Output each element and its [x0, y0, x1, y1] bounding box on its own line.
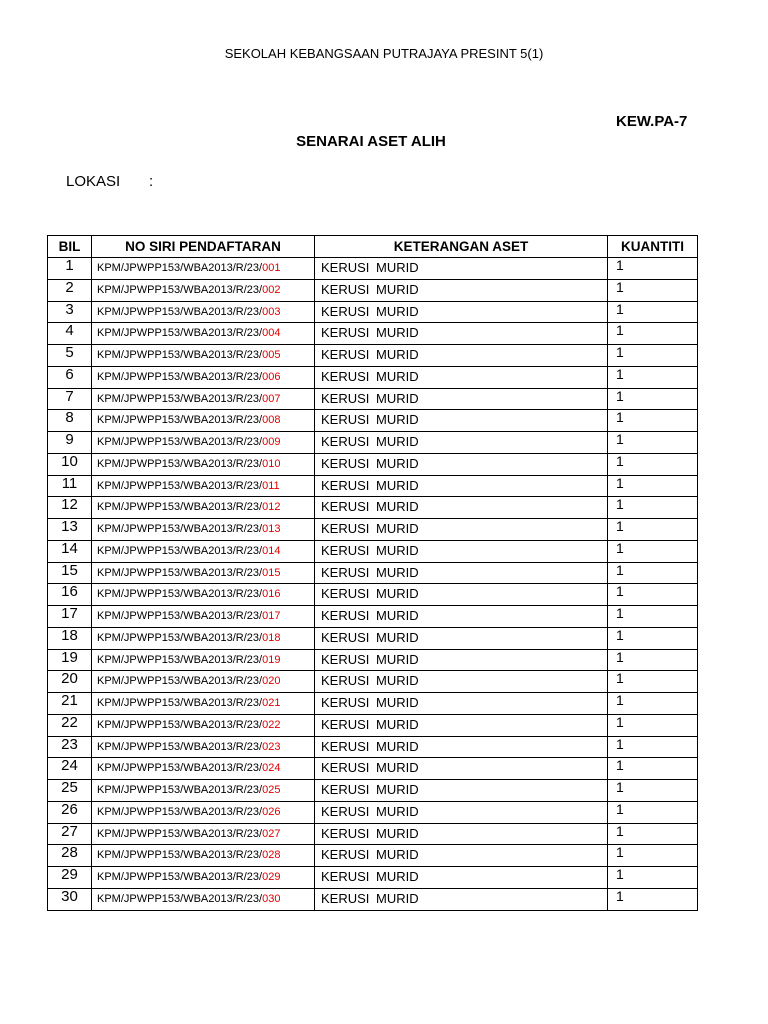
serial-suffix: 015 — [262, 566, 281, 579]
row-kuantiti: 1 — [608, 671, 698, 693]
row-no-siri — [92, 258, 315, 280]
row-kuantiti: 1 — [608, 562, 698, 584]
row-keterangan: KERUSI MURID — [315, 606, 608, 628]
row-no-siri — [92, 562, 315, 584]
serial-suffix: 011 — [262, 479, 280, 492]
table-row — [48, 323, 698, 345]
row-bil: 17 — [48, 606, 92, 628]
row-kuantiti: 1 — [608, 736, 698, 758]
row-bil: 1 — [48, 258, 92, 280]
row-kuantiti: 1 — [608, 845, 698, 867]
serial-prefix: KPM/JPWPP153/WBA2013/R/23/ — [97, 436, 263, 448]
row-no-siri — [92, 432, 315, 454]
page-title: SENARAI ASET ALIH — [296, 133, 446, 150]
row-kuantiti: 1 — [608, 366, 698, 388]
row-no-siri — [92, 301, 315, 323]
table-row — [48, 301, 698, 323]
row-keterangan: KERUSI MURID — [315, 388, 608, 410]
row-bil: 27 — [48, 823, 92, 845]
serial-suffix: 029 — [262, 871, 281, 883]
row-kuantiti: 1 — [608, 693, 698, 715]
table-row — [48, 627, 698, 649]
serial-prefix: KPM/JPWPP153/WBA2013/R/23/ — [97, 479, 263, 492]
row-bil: 20 — [48, 671, 92, 693]
table-row — [48, 345, 698, 367]
table-row — [48, 649, 698, 671]
row-keterangan: KERUSI MURID — [315, 627, 608, 649]
row-no-siri — [92, 693, 315, 715]
serial-suffix: 001 — [262, 262, 281, 274]
serial-suffix: 013 — [262, 523, 281, 535]
row-keterangan: KERUSI MURID — [315, 584, 608, 606]
table-row — [48, 584, 698, 606]
row-keterangan: KERUSI MURID — [315, 301, 608, 323]
table-row — [48, 453, 698, 475]
row-bil: 3 — [48, 301, 92, 323]
row-kuantiti: 1 — [608, 279, 698, 301]
row-keterangan: KERUSI MURID — [315, 823, 608, 845]
table-row — [48, 801, 698, 823]
serial-suffix: 007 — [262, 392, 281, 405]
row-kuantiti: 1 — [608, 497, 698, 519]
serial-prefix: KPM/JPWPP153/WBA2013/R/23/ — [97, 805, 263, 818]
serial-prefix: KPM/JPWPP153/WBA2013/R/23/ — [97, 566, 263, 579]
serial-prefix: KPM/JPWPP153/WBA2013/R/23/ — [97, 544, 263, 557]
row-kuantiti: 1 — [608, 388, 698, 410]
row-no-siri — [92, 519, 315, 541]
row-no-siri — [92, 279, 315, 301]
school-name: SEKOLAH KEBANGSAAN PUTRAJAYA PRESINT 5(1) — [224, 46, 544, 61]
serial-suffix: 009 — [262, 436, 281, 448]
serial-suffix: 012 — [262, 501, 281, 514]
serial-prefix: KPM/JPWPP153/WBA2013/R/23/ — [97, 610, 263, 622]
row-kuantiti: 1 — [608, 584, 698, 606]
serial-prefix: KPM/JPWPP153/WBA2013/R/23/ — [97, 588, 263, 601]
row-no-siri — [92, 627, 315, 649]
row-no-siri — [92, 606, 315, 628]
serial-suffix: 019 — [262, 653, 281, 666]
row-bil: 19 — [48, 649, 92, 671]
row-bil: 6 — [48, 366, 92, 388]
table-header-row — [48, 236, 698, 258]
row-kuantiti: 1 — [608, 301, 698, 323]
row-no-siri — [92, 714, 315, 736]
row-bil: 10 — [48, 453, 92, 475]
row-kuantiti: 1 — [608, 432, 698, 454]
row-no-siri — [92, 475, 315, 497]
row-keterangan: KERUSI MURID — [315, 736, 608, 758]
table-row — [48, 888, 698, 910]
row-keterangan: KERUSI MURID — [315, 345, 608, 367]
row-no-siri — [92, 649, 315, 671]
serial-prefix: KPM/JPWPP153/WBA2013/R/23/ — [97, 849, 263, 862]
row-keterangan: KERUSI MURID — [315, 693, 608, 715]
table-row — [48, 780, 698, 802]
serial-suffix: 005 — [262, 349, 281, 361]
serial-suffix: 003 — [262, 305, 281, 318]
row-keterangan: KERUSI MURID — [315, 410, 608, 432]
table-row — [48, 540, 698, 562]
serial-prefix: KPM/JPWPP153/WBA2013/R/23/ — [97, 784, 263, 796]
serial-suffix: 014 — [262, 544, 281, 557]
row-no-siri — [92, 410, 315, 432]
row-bil: 24 — [48, 758, 92, 780]
column-header-no-siri: NO SIRI PENDAFTARAN — [92, 236, 315, 258]
row-keterangan: KERUSI MURID — [315, 323, 608, 345]
serial-suffix: 022 — [262, 718, 281, 731]
table-row — [48, 758, 698, 780]
serial-suffix: 026 — [262, 805, 281, 818]
row-kuantiti: 1 — [608, 606, 698, 628]
row-bil: 30 — [48, 888, 92, 910]
row-no-siri — [92, 345, 315, 367]
row-bil: 8 — [48, 410, 92, 432]
table-row — [48, 258, 698, 280]
location-label: LOKASI — [66, 173, 121, 190]
table-row — [48, 432, 698, 454]
serial-suffix: 025 — [262, 784, 281, 796]
row-keterangan: KERUSI MURID — [315, 432, 608, 454]
row-bil: 9 — [48, 432, 92, 454]
row-keterangan: KERUSI MURID — [315, 867, 608, 889]
row-no-siri — [92, 671, 315, 693]
row-bil: 23 — [48, 736, 92, 758]
row-bil: 12 — [48, 497, 92, 519]
row-bil: 4 — [48, 323, 92, 345]
row-kuantiti: 1 — [608, 801, 698, 823]
asset-table — [47, 235, 698, 911]
row-bil: 11 — [48, 475, 92, 497]
serial-prefix: KPM/JPWPP153/WBA2013/R/23/ — [97, 501, 263, 514]
location-colon: : — [149, 173, 154, 190]
row-keterangan: KERUSI MURID — [315, 888, 608, 910]
table-row — [48, 606, 698, 628]
row-kuantiti: 1 — [608, 540, 698, 562]
row-keterangan: KERUSI MURID — [315, 714, 608, 736]
serial-suffix: 008 — [262, 414, 281, 427]
row-keterangan: KERUSI MURID — [315, 475, 608, 497]
row-keterangan: KERUSI MURID — [315, 497, 608, 519]
table-row — [48, 845, 698, 867]
row-no-siri — [92, 888, 315, 910]
row-keterangan: KERUSI MURID — [315, 453, 608, 475]
row-no-siri — [92, 366, 315, 388]
row-keterangan: KERUSI MURID — [315, 540, 608, 562]
row-kuantiti: 1 — [608, 475, 698, 497]
row-no-siri — [92, 845, 315, 867]
serial-suffix: 020 — [262, 675, 281, 688]
row-kuantiti: 1 — [608, 410, 698, 432]
serial-prefix: KPM/JPWPP153/WBA2013/R/23/ — [97, 871, 263, 883]
row-keterangan: KERUSI MURID — [315, 845, 608, 867]
serial-prefix: KPM/JPWPP153/WBA2013/R/23/ — [97, 653, 263, 666]
row-bil: 2 — [48, 279, 92, 301]
table-row — [48, 410, 698, 432]
row-kuantiti: 1 — [608, 627, 698, 649]
column-header-bil: BIL — [48, 236, 92, 258]
row-no-siri — [92, 497, 315, 519]
row-bil: 13 — [48, 519, 92, 541]
row-bil: 21 — [48, 693, 92, 715]
form-code: KEW.PA-7 — [616, 113, 688, 130]
table-row — [48, 519, 698, 541]
table-row — [48, 693, 698, 715]
table-row — [48, 671, 698, 693]
serial-suffix: 021 — [262, 697, 281, 709]
row-kuantiti: 1 — [608, 823, 698, 845]
table-row — [48, 562, 698, 584]
serial-prefix: KPM/JPWPP153/WBA2013/R/23/ — [97, 327, 263, 340]
row-bil: 15 — [48, 562, 92, 584]
serial-prefix: KPM/JPWPP153/WBA2013/R/23/ — [97, 414, 263, 427]
table-body — [48, 258, 698, 911]
row-keterangan: KERUSI MURID — [315, 801, 608, 823]
row-keterangan: KERUSI MURID — [315, 562, 608, 584]
row-kuantiti: 1 — [608, 323, 698, 345]
row-bil: 22 — [48, 714, 92, 736]
row-no-siri — [92, 758, 315, 780]
serial-prefix: KPM/JPWPP153/WBA2013/R/23/ — [97, 718, 263, 731]
row-kuantiti: 1 — [608, 649, 698, 671]
column-header-keterangan: KETERANGAN ASET — [315, 236, 608, 258]
row-keterangan: KERUSI MURID — [315, 258, 608, 280]
serial-prefix: KPM/JPWPP153/WBA2013/R/23/ — [97, 827, 263, 840]
serial-prefix: KPM/JPWPP153/WBA2013/R/23/ — [97, 262, 263, 274]
row-bil: 26 — [48, 801, 92, 823]
serial-prefix: KPM/JPWPP153/WBA2013/R/23/ — [97, 523, 263, 535]
row-no-siri — [92, 780, 315, 802]
row-bil: 7 — [48, 388, 92, 410]
row-keterangan: KERUSI MURID — [315, 519, 608, 541]
row-no-siri — [92, 823, 315, 845]
serial-prefix: KPM/JPWPP153/WBA2013/R/23/ — [97, 392, 263, 405]
row-no-siri — [92, 323, 315, 345]
row-keterangan: KERUSI MURID — [315, 758, 608, 780]
table-row — [48, 714, 698, 736]
serial-prefix: KPM/JPWPP153/WBA2013/R/23/ — [97, 283, 263, 296]
table-row — [48, 279, 698, 301]
row-keterangan: KERUSI MURID — [315, 649, 608, 671]
serial-prefix: KPM/JPWPP153/WBA2013/R/23/ — [97, 697, 263, 709]
row-no-siri — [92, 453, 315, 475]
row-bil: 25 — [48, 780, 92, 802]
serial-suffix: 028 — [262, 849, 281, 862]
serial-suffix: 004 — [262, 327, 281, 340]
serial-prefix: KPM/JPWPP153/WBA2013/R/23/ — [97, 740, 263, 753]
serial-suffix: 002 — [262, 283, 281, 296]
serial-prefix: KPM/JPWPP153/WBA2013/R/23/ — [97, 631, 263, 644]
row-kuantiti: 1 — [608, 258, 698, 280]
table-row — [48, 497, 698, 519]
row-no-siri — [92, 736, 315, 758]
serial-suffix: 010 — [262, 457, 281, 470]
serial-suffix: 024 — [262, 762, 281, 775]
serial-suffix: 018 — [262, 631, 281, 644]
row-keterangan: KERUSI MURID — [315, 366, 608, 388]
table-row — [48, 475, 698, 497]
row-kuantiti: 1 — [608, 888, 698, 910]
serial-suffix: 016 — [262, 588, 281, 601]
serial-prefix: KPM/JPWPP153/WBA2013/R/23/ — [97, 675, 263, 688]
row-no-siri — [92, 867, 315, 889]
serial-suffix: 030 — [262, 892, 281, 905]
table-row — [48, 366, 698, 388]
serial-prefix: KPM/JPWPP153/WBA2013/R/23/ — [97, 349, 263, 361]
row-keterangan: KERUSI MURID — [315, 671, 608, 693]
row-no-siri — [92, 584, 315, 606]
row-bil: 14 — [48, 540, 92, 562]
table-row — [48, 736, 698, 758]
row-no-siri — [92, 540, 315, 562]
serial-suffix: 006 — [262, 370, 281, 383]
column-header-kuantiti: KUANTITI — [608, 236, 698, 258]
serial-prefix: KPM/JPWPP153/WBA2013/R/23/ — [97, 370, 263, 383]
serial-prefix: KPM/JPWPP153/WBA2013/R/23/ — [97, 892, 263, 905]
serial-prefix: KPM/JPWPP153/WBA2013/R/23/ — [97, 305, 263, 318]
row-bil: 18 — [48, 627, 92, 649]
row-kuantiti: 1 — [608, 780, 698, 802]
row-bil: 5 — [48, 345, 92, 367]
row-kuantiti: 1 — [608, 345, 698, 367]
row-no-siri — [92, 388, 315, 410]
table-row — [48, 867, 698, 889]
serial-suffix: 027 — [262, 827, 281, 840]
row-kuantiti: 1 — [608, 714, 698, 736]
serial-suffix: 017 — [262, 610, 281, 622]
row-kuantiti: 1 — [608, 867, 698, 889]
serial-prefix: KPM/JPWPP153/WBA2013/R/23/ — [97, 762, 263, 775]
row-no-siri — [92, 801, 315, 823]
row-kuantiti: 1 — [608, 519, 698, 541]
row-kuantiti: 1 — [608, 758, 698, 780]
row-kuantiti: 1 — [608, 453, 698, 475]
row-bil: 16 — [48, 584, 92, 606]
serial-suffix: 023 — [262, 740, 281, 753]
row-keterangan: KERUSI MURID — [315, 279, 608, 301]
table-row — [48, 388, 698, 410]
table-row — [48, 823, 698, 845]
row-bil: 28 — [48, 845, 92, 867]
row-bil: 29 — [48, 867, 92, 889]
row-keterangan: KERUSI MURID — [315, 780, 608, 802]
serial-prefix: KPM/JPWPP153/WBA2013/R/23/ — [97, 457, 263, 470]
